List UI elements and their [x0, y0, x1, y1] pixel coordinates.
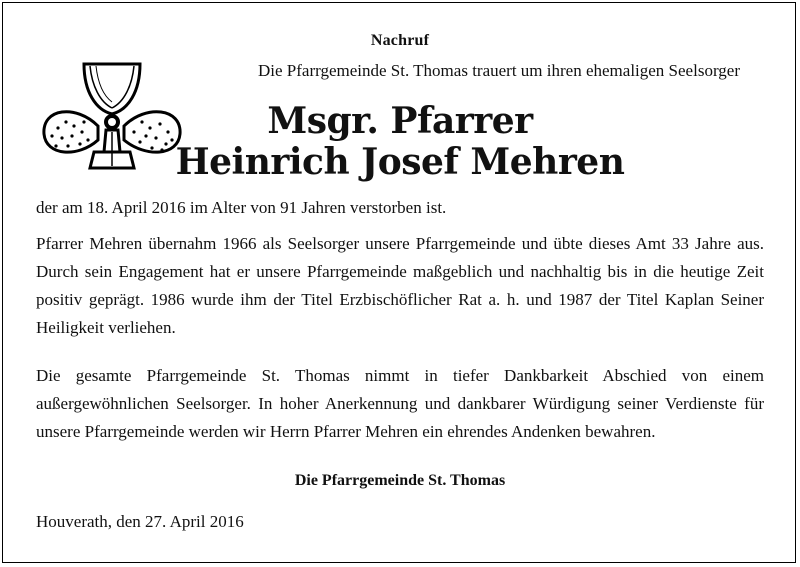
deceased-title: Msgr. Pfarrer	[267, 100, 533, 142]
farewell-paragraph: Die gesamte Pfarrgemeinde St. Thomas nimmt in tiefer Dankbarkeit Abschied von einem außergewöhnlichen Seelsorger. In hoher Anerkennung und dankbarer Würdigung seiner Verdienste für unsere Pfarrgemeinde werden wir Herrn Pfarrer Mehren ein ehrendes Andenken bewahren.	[36, 366, 764, 441]
place-date: Houverath, den 27. April 2016	[36, 512, 244, 531]
signature: Die Pfarrgemeinde St. Thomas	[294, 472, 506, 489]
death-date-paragraph: der am 18. April 2016 im Alter von 91 Jahren verstorben ist.	[36, 198, 447, 217]
deceased-name: Heinrich Josef Mehren	[175, 141, 625, 183]
notice-heading: Nachruf	[370, 32, 430, 49]
intro-line: Die Pfarrgemeinde St. Thomas trauert um ihren ehemaligen Seelsorger	[258, 61, 741, 80]
biography-paragraph: Pfarrer Mehren übernahm 1966 als Seelsorger unsere Pfarrgemeinde und übte dieses Amt 33 Jahre aus. Durch sein Engagement hat er unsere Pfarrgemeinde maßgeblich und nachhaltig bis in die heutige Zeit positiv geprägt. 1986 wurde ihm der Titel Erzbischöflicher Rat a. h. und 1987 der Titel Kaplan Seiner Heiligkeit verliehen.	[36, 234, 764, 337]
